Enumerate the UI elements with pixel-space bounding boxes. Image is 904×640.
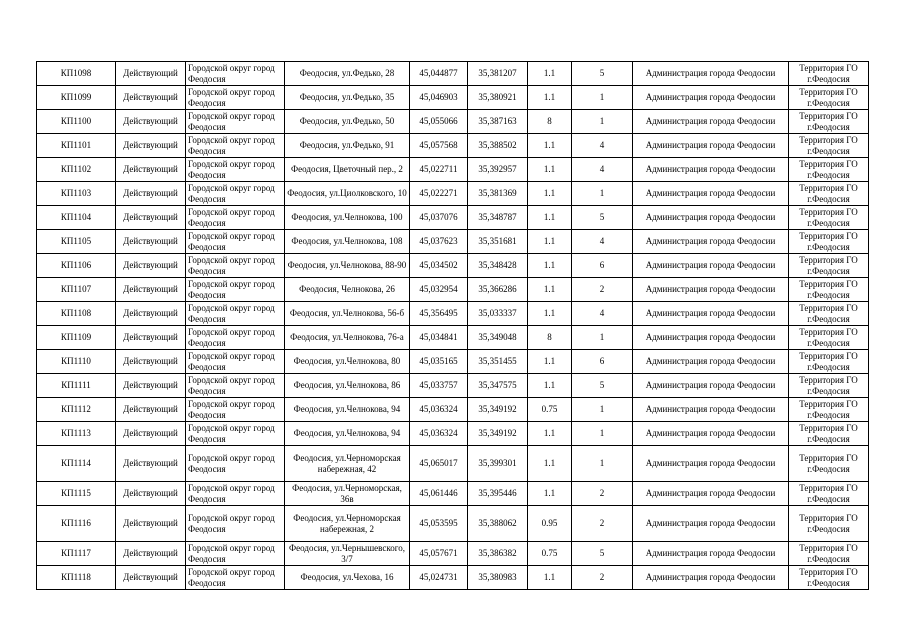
municipality-cell: Городской округ город Феодосия: [186, 542, 285, 566]
latitude-cell: 45,033757: [410, 374, 468, 398]
territory-cell: Территория ГО г.Феодосия: [789, 422, 869, 446]
owner-cell: Администрация города Феодосии: [633, 542, 789, 566]
address-cell: Феодосия, ул.Челнокова, 94: [285, 422, 410, 446]
owner-cell: Администрация города Феодосии: [633, 62, 789, 86]
container-volume-cell: 1.1: [528, 134, 572, 158]
container-count-cell: 1: [572, 446, 633, 482]
latitude-cell: 45,035165: [410, 350, 468, 374]
territory-cell: Территория ГО г.Феодосия: [789, 254, 869, 278]
longitude-cell: 35,399301: [468, 446, 528, 482]
status-cell: Действующий: [116, 254, 186, 278]
container-count-cell: 5: [572, 374, 633, 398]
container-volume-cell: 8: [528, 110, 572, 134]
site-id-cell: КП1107: [37, 278, 116, 302]
municipality-cell: Городской округ город Феодосия: [186, 278, 285, 302]
table-row: [37, 302, 869, 326]
site-id-cell: КП1101: [37, 134, 116, 158]
territory-cell: Территория ГО г.Феодосия: [789, 206, 869, 230]
site-id-cell: КП1112: [37, 398, 116, 422]
container-volume-cell: 0.75: [528, 542, 572, 566]
municipality-cell: Городской округ город Феодосия: [186, 566, 285, 590]
container-volume-cell: 1.1: [528, 158, 572, 182]
container-count-cell: 2: [572, 506, 633, 542]
container-volume-cell: 1.1: [528, 278, 572, 302]
container-count-cell: 1: [572, 86, 633, 110]
territory-cell: Территория ГО г.Феодосия: [789, 374, 869, 398]
longitude-cell: 35,381369: [468, 182, 528, 206]
territory-cell: Территория ГО г.Феодосия: [789, 482, 869, 506]
status-cell: Действующий: [116, 542, 186, 566]
site-id-cell: КП1099: [37, 86, 116, 110]
status-cell: Действующий: [116, 350, 186, 374]
municipality-cell: Городской округ город Феодосия: [186, 374, 285, 398]
owner-cell: Администрация города Феодосии: [633, 398, 789, 422]
longitude-cell: 35,395446: [468, 482, 528, 506]
container-count-cell: 4: [572, 230, 633, 254]
municipality-cell: Городской округ город Феодосия: [186, 398, 285, 422]
latitude-cell: 45,032954: [410, 278, 468, 302]
site-id-cell: КП1116: [37, 506, 116, 542]
site-id-cell: КП1115: [37, 482, 116, 506]
owner-cell: Администрация города Феодосии: [633, 350, 789, 374]
table-row: [37, 350, 869, 374]
municipality-cell: Городской округ город Феодосия: [186, 206, 285, 230]
address-cell: Феодосия, Цветочный пер., 2: [285, 158, 410, 182]
address-cell: Феодосия, ул.Челнокова, 80: [285, 350, 410, 374]
table-row: [37, 566, 869, 590]
longitude-cell: 35,386382: [468, 542, 528, 566]
latitude-cell: 45,057671: [410, 542, 468, 566]
owner-cell: Администрация города Феодосии: [633, 482, 789, 506]
status-cell: Действующий: [116, 86, 186, 110]
territory-cell: Территория ГО г.Феодосия: [789, 62, 869, 86]
container-sites-table: [36, 61, 869, 590]
site-id-cell: КП1104: [37, 206, 116, 230]
territory-cell: Территория ГО г.Феодосия: [789, 398, 869, 422]
address-cell: Феодосия, ул.Челнокова, 76-а: [285, 326, 410, 350]
owner-cell: Администрация города Феодосии: [633, 302, 789, 326]
latitude-cell: 45,037623: [410, 230, 468, 254]
container-volume-cell: 1.1: [528, 254, 572, 278]
territory-cell: Территория ГО г.Феодосия: [789, 158, 869, 182]
container-volume-cell: 1.1: [528, 566, 572, 590]
status-cell: Действующий: [116, 446, 186, 482]
status-cell: Действующий: [116, 278, 186, 302]
container-count-cell: 2: [572, 278, 633, 302]
address-cell: Феодосия, ул.Федько, 50: [285, 110, 410, 134]
container-count-cell: 6: [572, 254, 633, 278]
site-id-cell: КП1098: [37, 62, 116, 86]
container-volume-cell: 1.1: [528, 62, 572, 86]
site-id-cell: КП1110: [37, 350, 116, 374]
status-cell: Действующий: [116, 206, 186, 230]
site-id-cell: КП1103: [37, 182, 116, 206]
status-cell: Действующий: [116, 422, 186, 446]
container-volume-cell: 1.1: [528, 350, 572, 374]
owner-cell: Администрация города Феодосии: [633, 374, 789, 398]
status-cell: Действующий: [116, 302, 186, 326]
owner-cell: Администрация города Феодосии: [633, 158, 789, 182]
address-cell: Феодосия, ул.Федько, 28: [285, 62, 410, 86]
address-cell: Феодосия, ул.Чернышевского, 3/7: [285, 542, 410, 566]
table-row: [37, 482, 869, 506]
latitude-cell: 45,356495: [410, 302, 468, 326]
longitude-cell: 35,388062: [468, 506, 528, 542]
latitude-cell: 45,024731: [410, 566, 468, 590]
owner-cell: Администрация города Феодосии: [633, 182, 789, 206]
latitude-cell: 45,037076: [410, 206, 468, 230]
address-cell: Феодосия, ул.Черноморская, 36в: [285, 482, 410, 506]
municipality-cell: Городской округ город Феодосия: [186, 326, 285, 350]
status-cell: Действующий: [116, 482, 186, 506]
container-count-cell: 6: [572, 350, 633, 374]
status-cell: Действующий: [116, 134, 186, 158]
table-row: [37, 86, 869, 110]
territory-cell: Территория ГО г.Феодосия: [789, 566, 869, 590]
table-row: [37, 62, 869, 86]
territory-cell: Территория ГО г.Феодосия: [789, 86, 869, 110]
table-row: [37, 446, 869, 482]
address-cell: Феодосия, ул.Циолковского, 10: [285, 182, 410, 206]
longitude-cell: 35,348787: [468, 206, 528, 230]
owner-cell: Администрация города Феодосии: [633, 134, 789, 158]
longitude-cell: 35,347575: [468, 374, 528, 398]
latitude-cell: 45,036324: [410, 422, 468, 446]
container-volume-cell: 1.1: [528, 446, 572, 482]
address-cell: Феодосия, ул.Черноморская набережная, 2: [285, 506, 410, 542]
municipality-cell: Городской округ город Феодосия: [186, 302, 285, 326]
owner-cell: Администрация города Феодосии: [633, 206, 789, 230]
status-cell: Действующий: [116, 182, 186, 206]
latitude-cell: 45,036324: [410, 398, 468, 422]
container-volume-cell: 1.1: [528, 86, 572, 110]
longitude-cell: 35,380983: [468, 566, 528, 590]
territory-cell: Территория ГО г.Феодосия: [789, 446, 869, 482]
container-count-cell: 1: [572, 398, 633, 422]
site-id-cell: КП1108: [37, 302, 116, 326]
longitude-cell: 35,381207: [468, 62, 528, 86]
table-row: [37, 278, 869, 302]
container-count-cell: 1: [572, 110, 633, 134]
status-cell: Действующий: [116, 158, 186, 182]
address-cell: Феодосия, ул.Челнокова, 94: [285, 398, 410, 422]
latitude-cell: 45,046903: [410, 86, 468, 110]
longitude-cell: 35,349192: [468, 398, 528, 422]
longitude-cell: 35,388502: [468, 134, 528, 158]
territory-cell: Территория ГО г.Феодосия: [789, 506, 869, 542]
territory-cell: Территория ГО г.Феодосия: [789, 542, 869, 566]
container-count-cell: 1: [572, 326, 633, 350]
latitude-cell: 45,065017: [410, 446, 468, 482]
address-cell: Феодосия, ул.Федько, 35: [285, 86, 410, 110]
territory-cell: Территория ГО г.Феодосия: [789, 182, 869, 206]
address-cell: Феодосия, ул.Челнокова, 56-б: [285, 302, 410, 326]
container-volume-cell: 1.1: [528, 482, 572, 506]
longitude-cell: 35,349192: [468, 422, 528, 446]
address-cell: Феодосия, ул.Челнокова, 86: [285, 374, 410, 398]
site-id-cell: КП1113: [37, 422, 116, 446]
longitude-cell: 35,392957: [468, 158, 528, 182]
municipality-cell: Городской округ город Феодосия: [186, 506, 285, 542]
latitude-cell: 45,061446: [410, 482, 468, 506]
table-row: [37, 134, 869, 158]
table-row: [37, 542, 869, 566]
container-count-cell: 4: [572, 158, 633, 182]
longitude-cell: 35,387163: [468, 110, 528, 134]
owner-cell: Администрация города Феодосии: [633, 278, 789, 302]
site-id-cell: КП1114: [37, 446, 116, 482]
container-count-cell: 2: [572, 482, 633, 506]
container-count-cell: 5: [572, 206, 633, 230]
municipality-cell: Городской округ город Феодосия: [186, 110, 285, 134]
municipality-cell: Городской округ город Феодосия: [186, 182, 285, 206]
territory-cell: Территория ГО г.Феодосия: [789, 230, 869, 254]
territory-cell: Территория ГО г.Феодосия: [789, 110, 869, 134]
municipality-cell: Городской округ город Феодосия: [186, 446, 285, 482]
owner-cell: Администрация города Феодосии: [633, 230, 789, 254]
address-cell: Феодосия, ул.Челнокова, 88-90: [285, 254, 410, 278]
table-row: [37, 506, 869, 542]
container-count-cell: 4: [572, 302, 633, 326]
territory-cell: Территория ГО г.Феодосия: [789, 350, 869, 374]
owner-cell: Администрация города Феодосии: [633, 506, 789, 542]
territory-cell: Территория ГО г.Феодосия: [789, 134, 869, 158]
site-id-cell: КП1109: [37, 326, 116, 350]
longitude-cell: 35,348428: [468, 254, 528, 278]
longitude-cell: 35,033337: [468, 302, 528, 326]
table-row: [37, 398, 869, 422]
table-row: [37, 230, 869, 254]
owner-cell: Администрация города Феодосии: [633, 326, 789, 350]
status-cell: Действующий: [116, 506, 186, 542]
territory-cell: Территория ГО г.Феодосия: [789, 278, 869, 302]
municipality-cell: Городской округ город Феодосия: [186, 230, 285, 254]
table-row: [37, 374, 869, 398]
longitude-cell: 35,349048: [468, 326, 528, 350]
owner-cell: Администрация города Феодосии: [633, 566, 789, 590]
territory-cell: Территория ГО г.Феодосия: [789, 326, 869, 350]
container-volume-cell: 0.75: [528, 398, 572, 422]
table-row: [37, 206, 869, 230]
municipality-cell: Городской округ город Феодосия: [186, 254, 285, 278]
table-row: [37, 422, 869, 446]
address-cell: Феодосия, ул.Черноморская набережная, 42: [285, 446, 410, 482]
longitude-cell: 35,380921: [468, 86, 528, 110]
site-id-cell: КП1117: [37, 542, 116, 566]
latitude-cell: 45,022271: [410, 182, 468, 206]
territory-cell: Территория ГО г.Феодосия: [789, 302, 869, 326]
municipality-cell: Городской округ город Феодосия: [186, 422, 285, 446]
longitude-cell: 35,351455: [468, 350, 528, 374]
container-volume-cell: 1.1: [528, 230, 572, 254]
municipality-cell: Городской округ город Феодосия: [186, 158, 285, 182]
owner-cell: Администрация города Феодосии: [633, 446, 789, 482]
longitude-cell: 35,366286: [468, 278, 528, 302]
site-id-cell: КП1102: [37, 158, 116, 182]
latitude-cell: 45,055066: [410, 110, 468, 134]
table-row: [37, 326, 869, 350]
container-count-cell: 2: [572, 566, 633, 590]
container-count-cell: 4: [572, 134, 633, 158]
address-cell: Феодосия, ул.Челнокова, 100: [285, 206, 410, 230]
container-volume-cell: 1.1: [528, 422, 572, 446]
container-volume-cell: 1.1: [528, 206, 572, 230]
table-row: [37, 182, 869, 206]
address-cell: Феодосия, ул.Федько, 91: [285, 134, 410, 158]
status-cell: Действующий: [116, 326, 186, 350]
container-volume-cell: 1.1: [528, 374, 572, 398]
table-row: [37, 158, 869, 182]
table-row: [37, 254, 869, 278]
document-page: [36, 61, 869, 590]
longitude-cell: 35,351681: [468, 230, 528, 254]
address-cell: Феодосия, ул.Чехова, 16: [285, 566, 410, 590]
owner-cell: Администрация города Феодосии: [633, 422, 789, 446]
site-id-cell: КП1100: [37, 110, 116, 134]
municipality-cell: Городской округ город Феодосия: [186, 134, 285, 158]
latitude-cell: 45,034502: [410, 254, 468, 278]
latitude-cell: 45,057568: [410, 134, 468, 158]
address-cell: Феодосия, Челнокова, 26: [285, 278, 410, 302]
container-volume-cell: 1.1: [528, 302, 572, 326]
municipality-cell: Городской округ город Феодосия: [186, 350, 285, 374]
owner-cell: Администрация города Феодосии: [633, 86, 789, 110]
latitude-cell: 45,034841: [410, 326, 468, 350]
container-count-cell: 1: [572, 182, 633, 206]
site-id-cell: КП1111: [37, 374, 116, 398]
site-id-cell: КП1118: [37, 566, 116, 590]
latitude-cell: 45,044877: [410, 62, 468, 86]
container-volume-cell: 8: [528, 326, 572, 350]
container-count-cell: 1: [572, 422, 633, 446]
status-cell: Действующий: [116, 566, 186, 590]
container-volume-cell: 1.1: [528, 182, 572, 206]
site-id-cell: КП1105: [37, 230, 116, 254]
latitude-cell: 45,022711: [410, 158, 468, 182]
address-cell: Феодосия, ул.Челнокова, 108: [285, 230, 410, 254]
site-id-cell: КП1106: [37, 254, 116, 278]
table-row: [37, 110, 869, 134]
container-volume-cell: 0.95: [528, 506, 572, 542]
table-body: [37, 62, 869, 590]
owner-cell: Администрация города Феодосии: [633, 110, 789, 134]
municipality-cell: Городской округ город Феодосия: [186, 62, 285, 86]
municipality-cell: Городской округ город Феодосия: [186, 86, 285, 110]
status-cell: Действующий: [116, 398, 186, 422]
latitude-cell: 45,053595: [410, 506, 468, 542]
status-cell: Действующий: [116, 110, 186, 134]
status-cell: Действующий: [116, 374, 186, 398]
status-cell: Действующий: [116, 230, 186, 254]
container-count-cell: 5: [572, 542, 633, 566]
municipality-cell: Городской округ город Феодосия: [186, 482, 285, 506]
owner-cell: Администрация города Феодосии: [633, 254, 789, 278]
status-cell: Действующий: [116, 62, 186, 86]
container-count-cell: 5: [572, 62, 633, 86]
